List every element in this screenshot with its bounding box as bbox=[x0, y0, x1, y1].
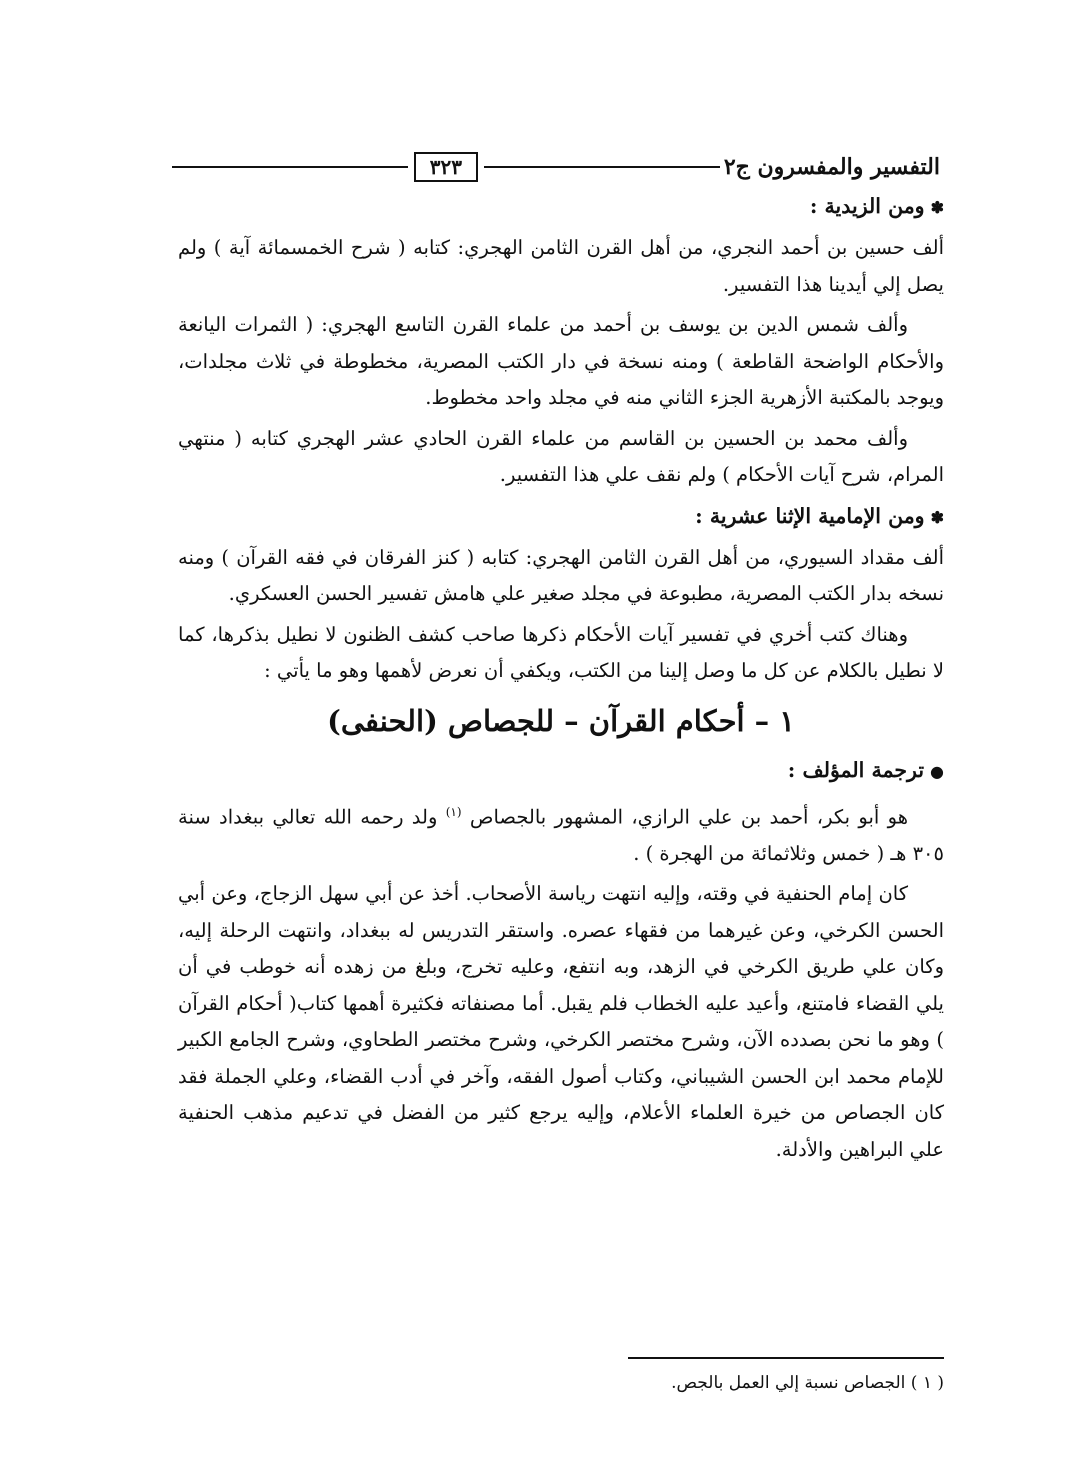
page-number: ٣٢٣ bbox=[414, 152, 478, 182]
zaydiyya-paragraph-2: وألف شمس الدين بن يوسف بن أحمد من علماء القرن التاسع الهجري: ( الثمرات اليانعة والأحكام الواضحة القاطعة ) ومنه نسخة في دار الكتب المصرية، مخطوطة في ثلاث مجلدات، ويوجد بالمكتبة الأزهرية الجزء الثاني منه في مجلد واحد مخطوط. bbox=[178, 313, 944, 409]
footnote: ( ١ ) الجصاص نسبة إلي العمل بالجص. bbox=[671, 1373, 944, 1393]
bio-paragraph-1: هو أبو بكر، أحمد بن علي الرازي، المشهور بالجصاص $^{(١)}$ ولد رحمه الله تعالي ببغداد سنة ٣٠٥ هـ ( خمس وثلاثمائة من الهجرة ) . bbox=[178, 804, 944, 865]
running-header bbox=[172, 150, 944, 184]
asterisk-icon: ✽ bbox=[930, 198, 944, 217]
imamiyya-paragraph-2: وهناك كتب أخري في تفسير آيات الأحكام ذكرها صاحب كشف الظنون لا نطيل بذكرها، كما لا نطيل بالكلام عن كل ما وصل إلينا من الكتب، ويكفي أن نعرض لأهمها وهو ما يأتي : bbox=[178, 622, 944, 682]
header-rule-left bbox=[172, 166, 408, 168]
zaydiyya-paragraph-3: وألف محمد بن الحسين بن القاسم من علماء القرن الحادي عشر الهجري كتابه ( منتهي المرام، شرح آيات الأحكام ) ولم نقف علي هذا التفسير. bbox=[178, 426, 944, 486]
bio-heading: ●ترجمة المؤلف : bbox=[787, 757, 944, 782]
bullet-icon: ● bbox=[930, 761, 944, 781]
header-rule-right bbox=[484, 166, 720, 168]
book-title: التفسير والمفسرون ج٢ bbox=[723, 154, 940, 180]
imamiyya-heading: ✽ومن الإمامية الإثنا عشرية : bbox=[695, 503, 944, 528]
zaydiyya-heading: ✽ومن الزيدية : bbox=[809, 194, 944, 218]
footnote-ref[interactable]: (١) bbox=[445, 804, 462, 819]
imamiyya-paragraph-1: ألف مقداد السيوري، من أهل القرن الثامن الهجري: كتابه ( كنز الفرقان في فقه القرآن ) ومنه نسخه بدار الكتب المصرية، مطبوعة في مجلد صغير علي هامش تفسير الحسن العسكري. bbox=[178, 545, 944, 605]
section-title: ١ – أحكام القرآن – للجصاص (الحنفى) bbox=[327, 703, 795, 738]
page-body bbox=[178, 188, 944, 1172]
bio-paragraph-2: كان إمام الحنفية في وقته، وإليه انتهت رياسة الأصحاب. أخذ عن أبي سهل الزجاج، وعن أبي الحسن الكرخي، وعن غيرهما من فقهاء عصره. واستقر التدريس له ببغداد، وانتهت الرحلة إليه، وكان علي طريق الكرخي في الزهد، وبه انتفع، وعليه تخرج، وبلغ من زهده أنه خوطب في أن يلي القضاء فامتنع، وأعيد عليه الخطاب فلم يقبل. أما مصنفاته فكثيرة أهمها كتاب( أحكام القرآن ) وهو ما نحن بصدده الآن، وشرح مختصر الكرخي، وشرح مختصر الطحاوي، وشرح الجامع الكبير للإمام محمد ابن الحسن الشيباني، وكتاب أصول الفقه، وآخر في أدب القضاء، وعلي الجملة فقد كان الجصاص من خيرة العلماء الأعلام، وإليه يرجع كثير من الفضل في تدعيم مذهب الحنفية علي البراهين والأدلة. bbox=[178, 882, 945, 1161]
footnote-rule bbox=[628, 1357, 944, 1359]
asterisk-icon: ✽ bbox=[930, 507, 944, 527]
zaydiyya-paragraph-1: ألف حسين بن أحمد النجري، من أهل القرن الثامن الهجري: كتابه ( شرح الخمسمائة آية ) ولم يصل إلي أيدينا هذا التفسير. bbox=[178, 236, 944, 296]
